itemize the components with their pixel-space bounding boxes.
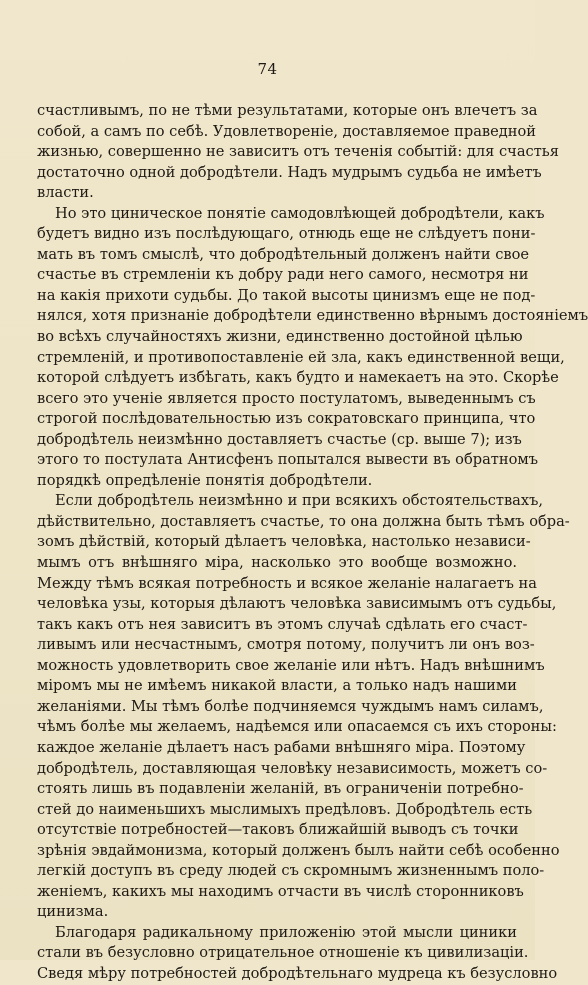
text-line: нялся, хотя признаніе добродѣтели единственно вѣрнымъ достояніемъ: [37, 307, 588, 325]
text-line: Между тѣмъ всякая потребность и всякое желаніе налагаетъ на: [37, 574, 537, 592]
text-line: мать въ томъ смыслѣ, что добродѣтельный долженъ найти свое: [37, 245, 530, 263]
text-line: стей до наименьшихъ мыслимыхъ предѣловъ. Добродѣтель есть: [37, 800, 533, 818]
text-line: каждое желаніе дѣлаетъ насъ рабами внѣшняго міра. Поэтому: [37, 738, 526, 756]
text-line: которой слѣдуетъ избѣгать, какъ будто и намекаетъ на это. Скорѣе: [37, 369, 559, 387]
page-body-text: [37, 101, 588, 985]
page-number: 74: [257, 60, 278, 78]
text-line: достаточно одной добродѣтели. Надъ мудрымъ судьба не имѣетъ: [37, 163, 542, 181]
text-line: будетъ видно изъ послѣдующаго, отнюдь еще не слѣдуетъ пони-: [37, 225, 536, 243]
text-line: Если добродѣтель неизмѣнно и при всякихъ обстоятельствахъ,: [55, 492, 544, 510]
text-line: Благодаря радикальному приложенію этой мысли циники: [55, 923, 517, 941]
text-line: собой, а самъ по себѣ. Удовлетвореніе, доставляемое праведной: [37, 122, 536, 140]
text-line: стоять лишь въ подавленіи желаній, въ ограниченіи потребно-: [37, 780, 524, 798]
text-line: всего это ученіе является просто постулатомъ, выведеннымъ съ: [37, 389, 536, 407]
text-line: женіемъ, какихъ мы находимъ отчасти въ числѣ сторонниковъ: [37, 882, 524, 900]
text-line: Но это циническое понятіе самодовлѣющей добродѣтели, какъ: [55, 204, 545, 222]
text-line: на какія прихоти судьбы. До такой высоты цинизмъ еще не под-: [37, 286, 536, 304]
text-line: порядкѣ опредѣленіе понятія добродѣтели.: [37, 471, 373, 489]
text-line: жизнью, совершенно не зависитъ отъ теченія событій: для счастья: [37, 143, 559, 161]
text-line: власти.: [37, 184, 94, 202]
text-line: стремленій, и противопоставленіе ей зла, какъ единственной вещи,: [37, 348, 565, 366]
text-line: счастливымъ, по не тѣми результатами, которые онъ влечетъ за: [37, 102, 538, 119]
text-line: счастье въ стремленіи къ добру ради него самого, несмотря ни: [37, 266, 529, 284]
text-line: добродѣтель неизмѣнно доставляетъ счастье (ср. выше 7); изъ: [37, 430, 522, 448]
text-line: стали въ безусловно отрицательное отношеніе къ цивилизаціи.: [37, 944, 529, 962]
text-line: человѣка узы, которыя дѣлаютъ человѣка зависимымъ отъ судьбы,: [37, 595, 557, 613]
text-line: такъ какъ отъ нея зависитъ въ этомъ случаѣ сдѣлать его счаст-: [37, 615, 528, 633]
text-line: во всѣхъ случайностяхъ жизни, единственно достойной цѣлью: [37, 328, 523, 346]
text-line: добродѣтель, доставляющая человѣку независимость, можетъ со-: [37, 759, 548, 777]
text-line: міромъ мы не имѣемъ никакой власти, а только надъ нашими: [37, 677, 517, 695]
text-line: мымъ отъ внѣшняго міра, насколько это вообще возможно.: [37, 554, 517, 572]
text-line: легкій доступъ въ среду людей съ скромнымъ жизненнымъ поло-: [37, 862, 545, 880]
text-line: можность удовлетворить свое желаніе или нѣтъ. Надъ внѣшнимъ: [37, 656, 545, 674]
text-line: зрѣнія эвдаймонизма, который долженъ былъ найти себѣ особенно: [37, 841, 560, 859]
text-line: отсутствіе потребностей—таковъ ближайшій выводъ съ точки: [37, 821, 519, 839]
text-line: дѣйствительно, доставляетъ счастье, то она должна быть тѣмъ обра-: [37, 512, 570, 530]
text-line: Сведя мѣру потребностей добродѣтельнаго мудреца къ безусловно: [37, 964, 558, 982]
text-line: чѣмъ болѣе мы желаемъ, надѣемся или опасаемся съ ихъ стороны:: [37, 718, 557, 736]
text-line: цинизма.: [37, 903, 109, 921]
text-line: ливымъ или несчастнымъ, смотря потому, получитъ ли онъ воз-: [37, 636, 535, 654]
text-line: зомъ дѣйствій, который дѣлаетъ человѣка, настолько независи-: [37, 533, 531, 551]
text-line: строгой послѣдовательностью изъ сократовскаго принципа, что: [37, 410, 536, 428]
text-line: желаніями. Мы тѣмъ болѣе подчиняемся чуждымъ намъ силамъ,: [37, 697, 544, 715]
text-line: этого то постулата Антисфенъ попытался вывести въ обратномъ: [37, 451, 538, 469]
